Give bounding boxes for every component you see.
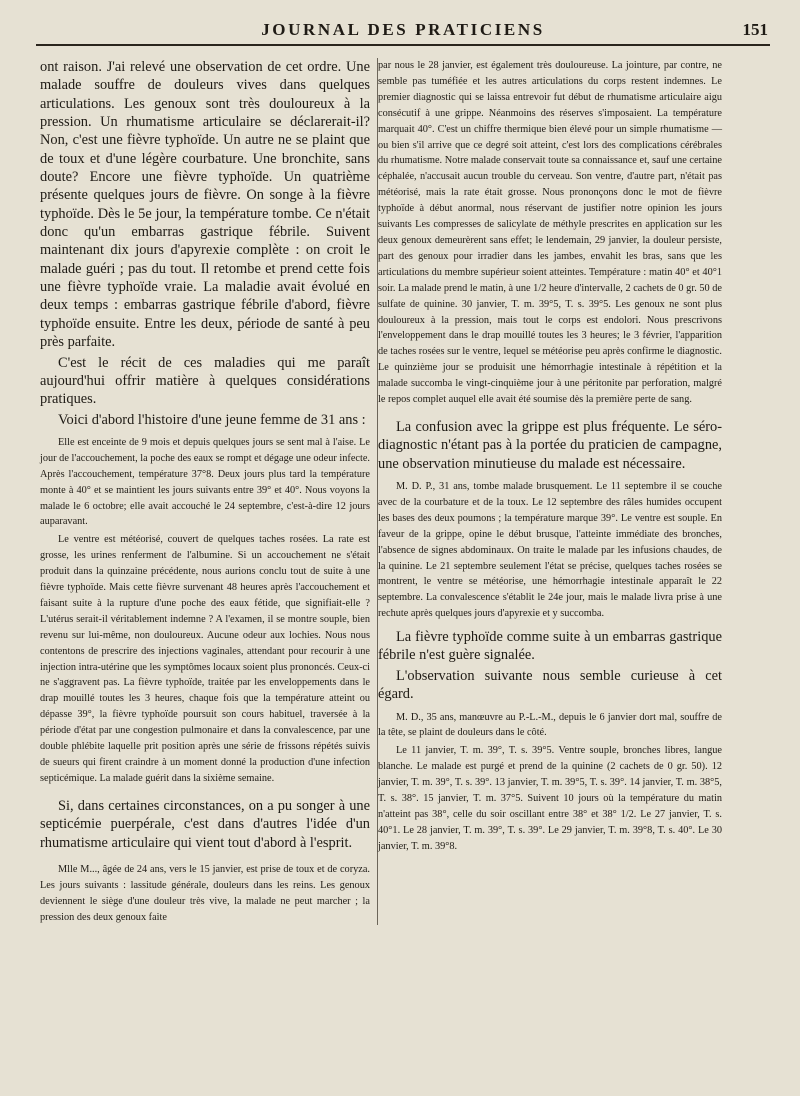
page-header xyxy=(36,18,770,46)
page-number: 151 xyxy=(742,20,768,39)
paragraph-embarras: La fièvre typhoïde comme suite à un embarras gastrique fébrile n'est guère signalée. xyxy=(378,629,722,664)
paragraph-intro: ont raison. J'ai relevé une observation de cet ordre. Une malade souffre de douleurs vives dans quelques articulations. Les genoux sont très douloureux à la pression. Un rhumatisme articulaire se déclarerait-il? Non, c'est une fièvre typhoïde. Un autre ne se plaint que de toux et d'une légère courbature. Une bronchite, sans doute? Encore une fièvre typhoïde. Un quatrième présente quelques jours de fièvre. On songe à la fièvre typhoïde. Dès le 5e jour, la température tombe. Ce n'était donc qu'un embarras gastrique fébrile. Suivent maintenant dix jours d'apyrexie complète : on croit le malade guéri ; pas du tout. Il retombe et prend cette fois une fièvre typhoïde vraie. La maladie avait évolué en deux temps : embarras gastrique fébrile d'abord, fièvre typhoïde ensuite. Entre les deux, période de santé à peu près parfaite. xyxy=(40,59,370,351)
paragraph-septicemie: Si, dans certaines circonstances, on a pu songer à une septicémie puerpérale, c'est dans d'autres l'idée d'un rhumatisme articulaire qui vient tout d'abord à l'esprit. xyxy=(40,797,370,851)
left-column xyxy=(40,58,378,925)
case-paragraph-continuation: par nous le 28 janvier, est également très douloureuse. La jointure, par contre, ne semble pas tuméfiée et les autres articulations du corps restent indemnes. Le premier diagnostic qui se laissa entrevoir fut début de rhumatisme articulaire aigu consécutif à une grippe. Néanmoins des réserves s'imposaient. La température marquait 40°. C'est un chiffre thermique bien élevé pour un simple rhumatisme — ou bien s'il arrive que ce degré soit atteint, c'est lors des complications cérébrales du rhumatisme. Notre malade conservait toute sa connaissance et, sauf une certaine céphalée, n'accusait aucun trouble du cerveau. Son ventre, d'autre part, n'était pas météorisé, mais la rate était grosse. Nous prononçons donc le mot de fièvre typhoïde à début anormal, nous réservant de justifier notre opinion les jours suivants Les compresses de salicylate de méthyle prescrites en application sur les deux genoux demeurèrent sans effet; le lendemain, 29 janvier, la douleur persiste, part des genoux pour irradier dans les jambes, envahit les bras, sans que les articulations du membre supérieur soient atteintes. Température : matin 40° et 40°1 soir. La malade prend le matin, à une 1/2 heure d'intervalle, 2 cachets de 0 gr. 50 de sulfate de quinine. 30 janvier, T. m. 39°5, T. s. 39°5. Les genoux ne sont plus douloureux à la pression, mais tout le corps est endolori. Nous prescrivons l'enveloppement dans le drap mouillé toutes les 3 heures; le 3 février, l'apparition de taches rosées sur le ventre, lequel se météorise peu après confirme le diagnostic. Le quinzième jour se produisit une hémorrhagie intestinale à répétition et la malade succomba le vingt-cinquième jour à une péritonite par perforation, malgré le repos complet auquel elle avait été soumise dès la première perte de sang. xyxy=(378,60,722,406)
paragraph-grippe: La confusion avec la grippe est plus fréquente. Le séro-diagnostic n'étant pas à la portée du praticien de campagne, une observation minutieuse du malade est nécessaire. xyxy=(378,418,722,472)
case-paragraph-temperatures: Le 11 janvier, T. m. 39°, T. s. 39°5. Ventre souple, bronches libres, langue blanche. Le malade est purgé et prend de la quinine (2 cachets de 0 gr. 50). 12 janvier, T. m. 39°, T. s. 39°. 13 janvier, T. m. 39°5, T. s. 39°. 14 janvier, T. m. 38°5, T. s. 38°. 15 janvier, T. m. 37°5. Suivent 10 jours où la température du matin n'atteint pas 38°, celle du soir oscillant entre 38° et 38° 1/2. Le 27 janvier, T. s. 40°1. Le 28 janvier, T. m. 39°, T. s. 39°. Le 29 janvier, T. m. 39°8, T. s. 40°. Le 30 janvier, T. m. 39°8. xyxy=(378,745,722,852)
journal-title: JOURNAL DES PRATICIENS xyxy=(261,20,545,39)
case-paragraph-m-d: M. D., 35 ans, manœuvre au P.-L.-M., depuis le 6 janvier dort mal, souffre de la tête, se plaint de douleurs dans le côté. xyxy=(378,711,722,739)
case-paragraph-ventre: Le ventre est météorisé, couvert de quelques taches rosées. La rate est grosse, les urines renferment de l'albumine. Si un accouchement ne s'était produit dans la quinzaine précédente, nous aurions conclu tout de suite à une fièvre typhoïde. Mais cette fièvre survenant 48 heures après l'accouchement et faisant suite à la rupture d'une poche des eaux fétide, que signifiait-elle ? L'utérus serait-il véritablement indemne ? A l'examen, il se montre souple, bien revenu sur lui-même, non douloureux. Aucune odeur aux lochies. Nous nous contentons de prescrire des injections vaginales, attendant pour recourir à une injection intra-utérine que les symptômes locaux soient plus prononcés. Ceux-ci ne s'aggravent pas. La fièvre typhoïde, traitée par les enveloppements dans le drap mouillé toutes les 3 heures, chaque fois que la température atteint ou dépasse 39°, la fièvre typhoïde poursuit son cours habituel, traversée à la période d'état par une congestion pulmonaire et dans la convalescence, par une double phlébite laquelle prit position après une série de frissons répétés suivis de sueurs qui firent craindre à un moment donné la production d'une infection septicémique. La malade guérit dans la sixième semaine. xyxy=(40,534,370,784)
paragraph-observation: L'observation suivante nous semble curieuse à cet égard. xyxy=(378,667,722,703)
case-paragraph-enceinte: Elle est enceinte de 9 mois et depuis quelques jours se sent mal à l'aise. Le jour de l'accouchement, la poche des eaux se rompt et dégage une odeur infecte. Après l'accouchement, température 37°8. Deux jours plus tard la température monte à 40° et se maintient les jours suivants entre 39° et 40°. Nous voyons la malade le 6 octobre; elle avait accouché le 24 septembre, c'est-à-dire 12 jours auparavant. xyxy=(40,436,370,528)
paragraph-voici: Voici d'abord l'histoire d'une jeune femme de 31 ans : xyxy=(58,411,366,428)
case-paragraph-m-d-p: M. D. P., 31 ans, tombe malade brusquement. Le 11 septembre il se couche avec de la courbature et de la toux. Le 12 septembre des râles humides occupent les bases des deux poumons ; la température marque 39°. Le ventre est souple. En faveur de la grippe, opine le début brusque, l'atteinte immédiate des bronches, l'absence de signes abdominaux. On traite le malade par les infusions chaudes, de la quinine. Le 21 septembre seulement l'état se précise, quelques taches rosées se montrent, le ventre se météorise, une hémorrhagie intestinale apparaît le 22 septembre. La convalescence s'établit le 24e jour, mais le malade livra prise à une rechute après quelques jours d'apyrexie et y succomba. xyxy=(378,480,722,620)
case-paragraph-mlle-m: Mlle M..., âgée de 24 ans, vers le 15 janvier, est prise de toux et de coryza. Les jours suivants : lassitude générale, douleurs dans les reins. Les genoux deviennent le siège d'une douleur très vive, la malade ne peut marcher ; la pression des deux genoux faite xyxy=(40,863,370,923)
right-column xyxy=(378,58,722,855)
paragraph-recit: C'est le récit de ces maladies qui me paraît aujourd'hui offrir matière à quelques considérations pratiques. xyxy=(40,354,370,408)
